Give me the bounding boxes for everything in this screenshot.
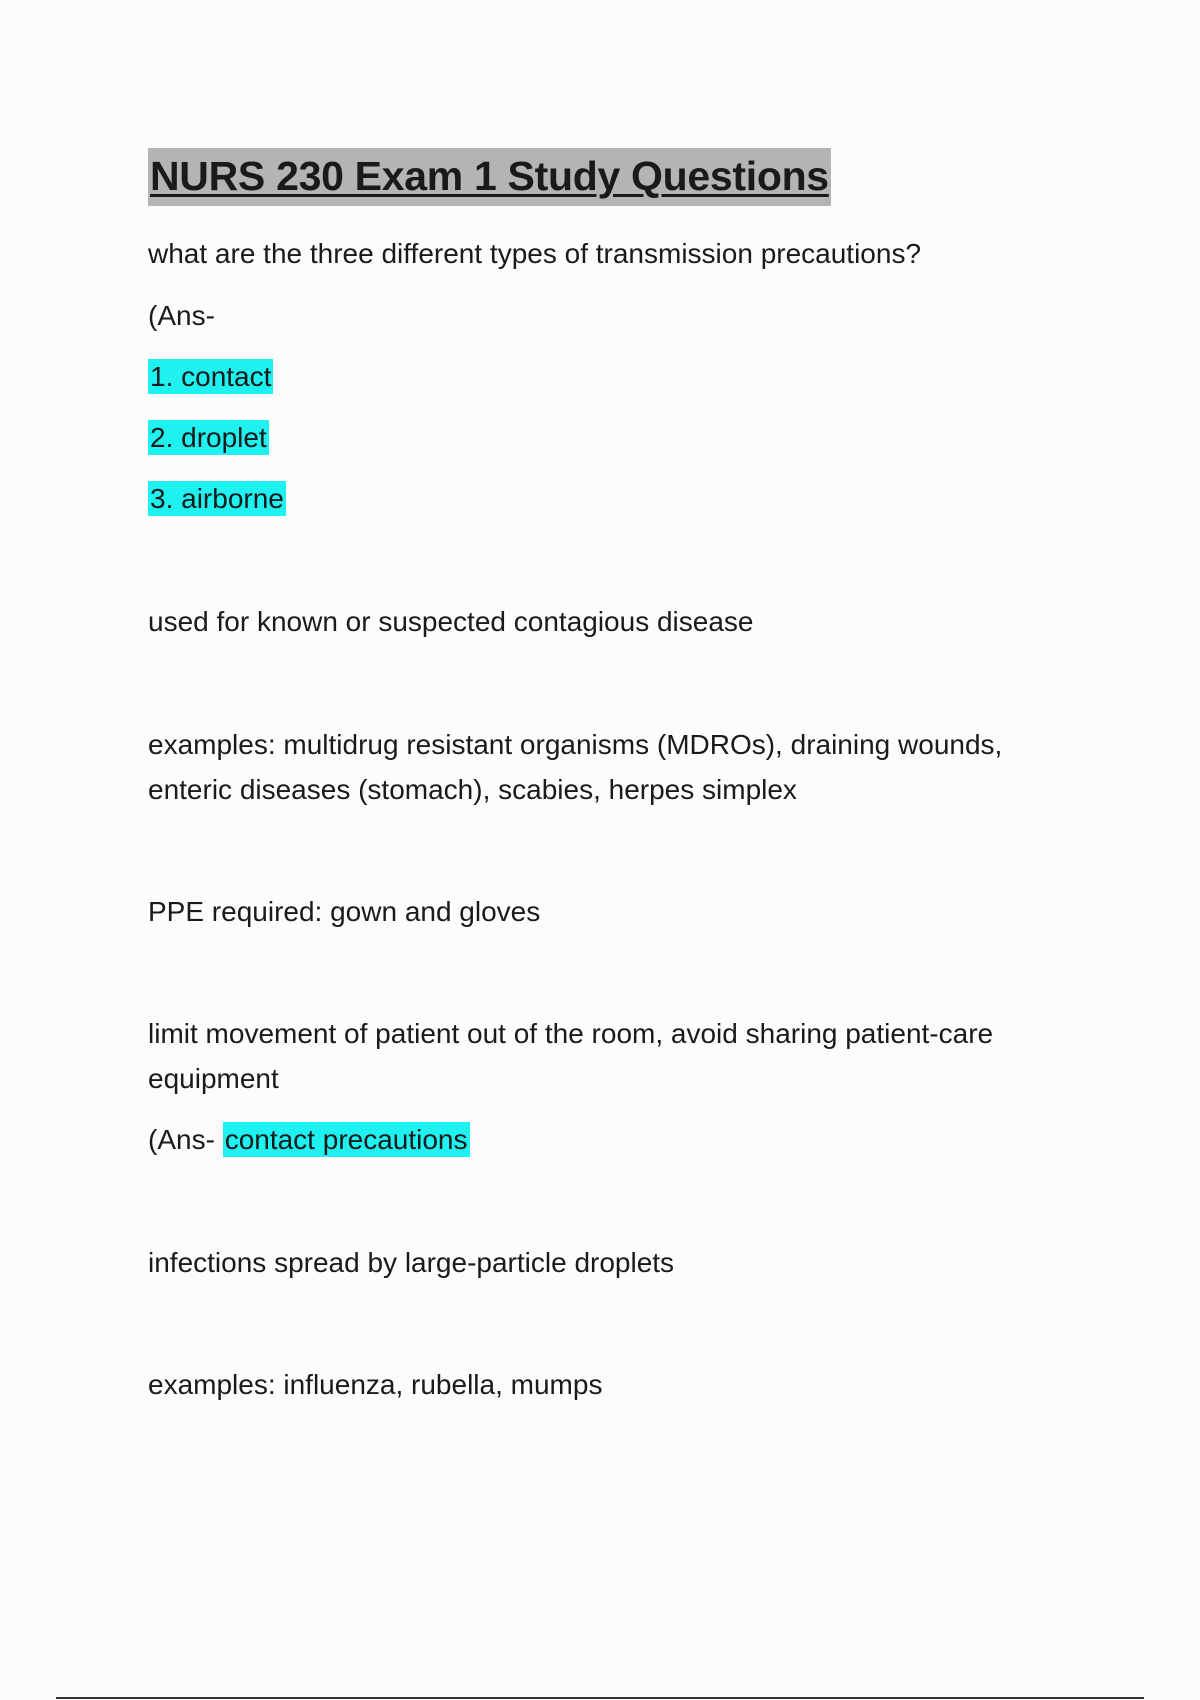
answer-item-2 [148, 415, 269, 460]
question-2-answer-highlight: contact precautions [224, 1124, 468, 1155]
question-2-line-4: PPE required: gown and gloves [148, 896, 541, 927]
answer-item-2-highlight: 2. droplet [150, 422, 267, 453]
question-3-line-2: examples: influenza, rubella, mumps [148, 1369, 603, 1400]
answer-item-1-highlight: 1. contact [150, 361, 272, 392]
answer-item-1 [148, 354, 273, 399]
title-block [148, 148, 1108, 206]
question-2-answer-prefix: (Ans- [148, 1124, 223, 1155]
document-title: NURS 230 Exam 1 Study Questions [148, 148, 831, 206]
question-2-line-1: used for known or suspected contagious disease [148, 606, 754, 637]
question-3-line-1: infections spread by large-particle droplets [148, 1247, 675, 1278]
bottom-divider [56, 1697, 1144, 1699]
question-2-line-6: equipment [148, 1063, 279, 1094]
question-2-line-5: limit movement of patient out of the room, avoid sharing patient-care [148, 1018, 994, 1049]
question-2-answer [148, 1117, 470, 1162]
question-1-answer-prefix: (Ans- [148, 300, 215, 331]
question-2-line-2: examples: multidrug resistant organisms (MDROs), draining wounds, [148, 729, 1003, 760]
answer-item-3-highlight: 3. airborne [150, 483, 284, 514]
answer-item-3 [148, 476, 286, 521]
question-1-text: what are the three different types of transmission precautions? [148, 238, 922, 269]
question-2-line-3: enteric diseases (stomach), scabies, herpes simplex [148, 774, 797, 805]
